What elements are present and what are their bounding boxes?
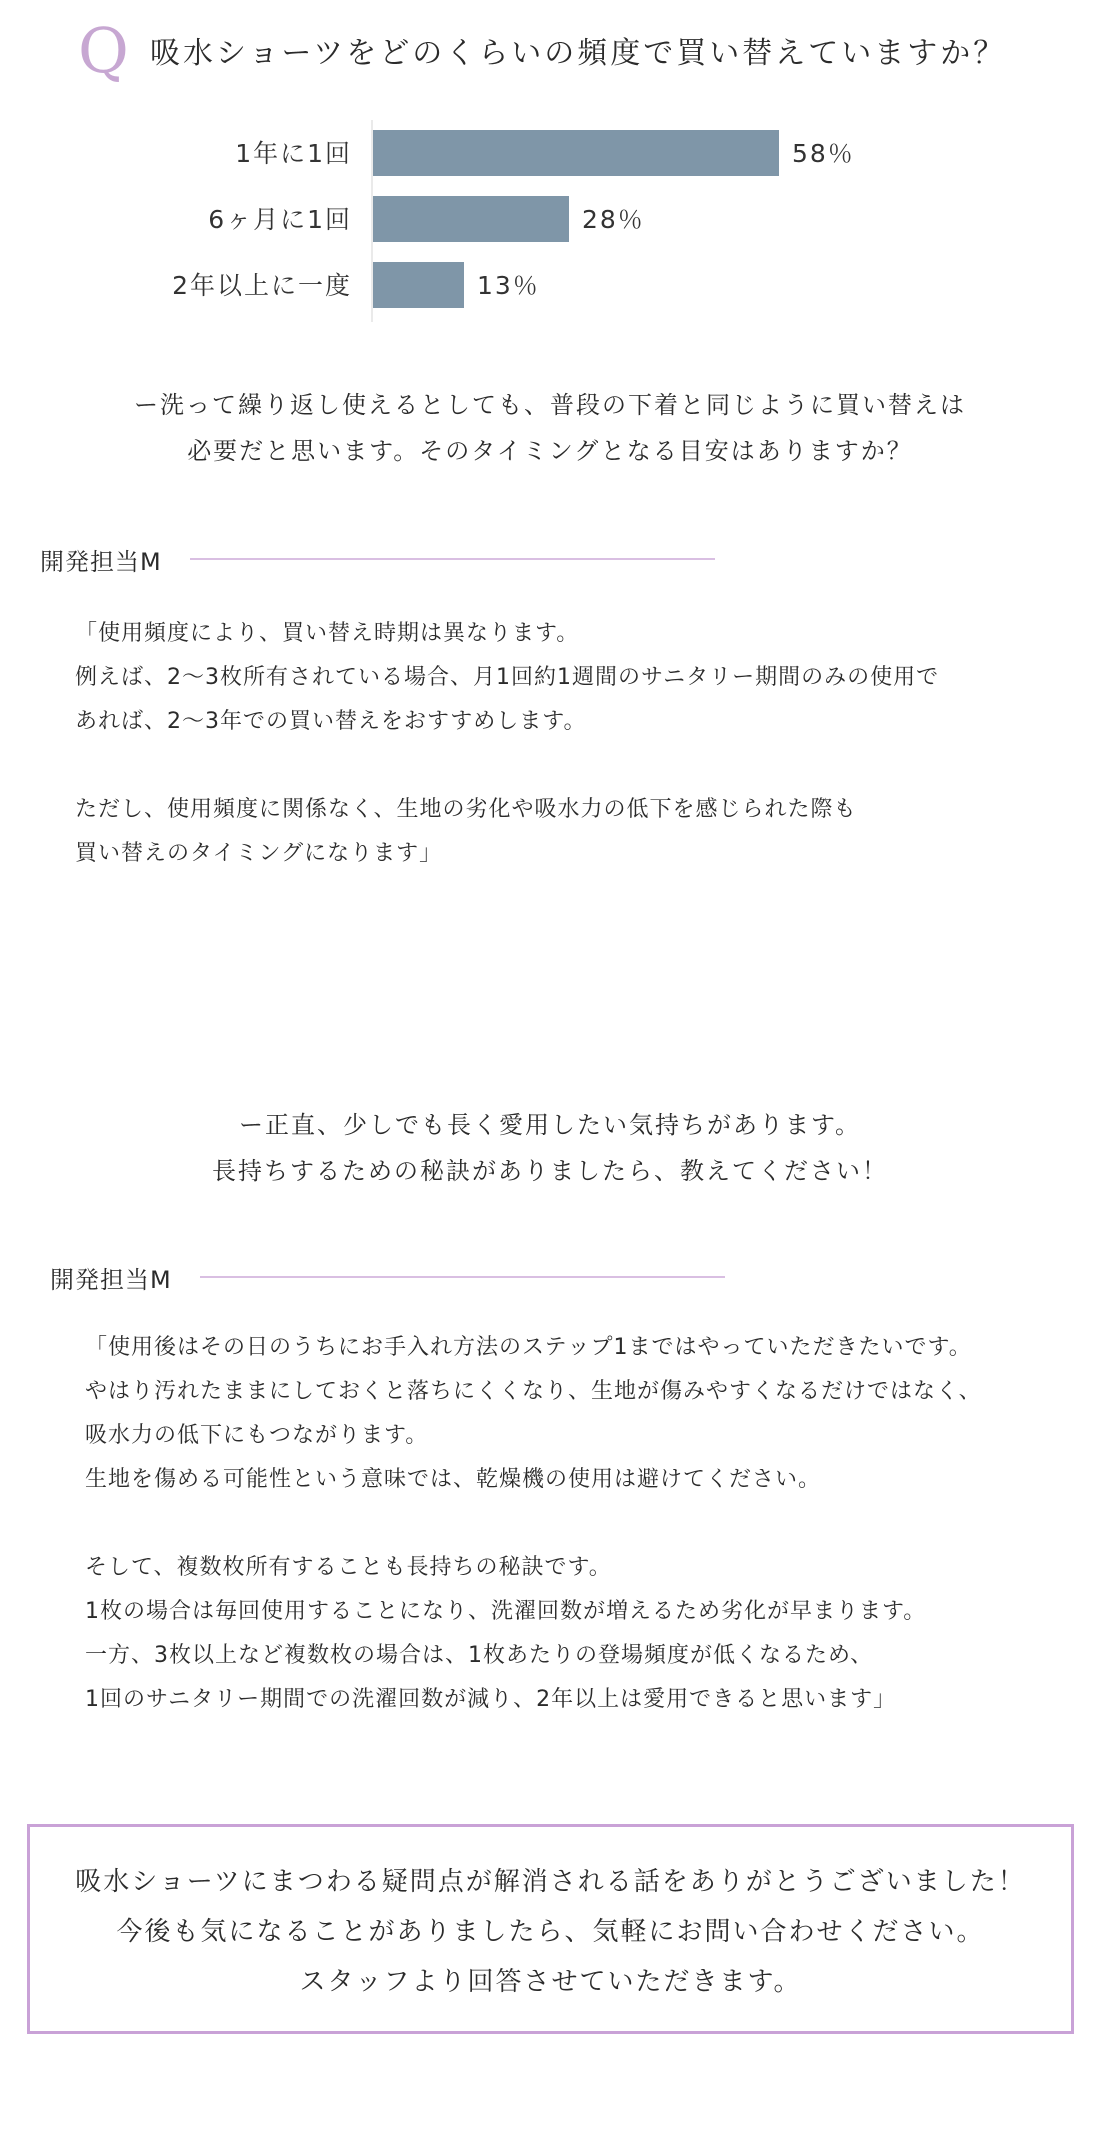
- answer-2-line: 1枚の場合は毎回使用することになり、洗濯回数が増えるため劣化が早まります。: [85, 1599, 927, 1624]
- interview-question-2-line: 長持ちするための秘訣がありましたら、教えてください！: [212, 1157, 888, 1185]
- question-title: 吸水ショーツをどのくらいの頻度で買い替えていますか？: [150, 36, 1007, 71]
- bar-chart: [0, 110, 1100, 330]
- closing-message: [30, 1827, 1071, 2007]
- category-label: 6ヶ月に1回: [208, 205, 352, 234]
- bar: [373, 130, 779, 176]
- closing-line: 今後も気になることがありましたら、気軽にお問い合わせください。: [116, 1917, 985, 1947]
- answer-2-line: そして、複数枚所有することも長持ちの秘訣です。: [85, 1555, 612, 1580]
- answer-1-line: 例えば、2〜3枚所有されている場合、月1回約1週間のサニタリー期間のみの使用で: [75, 665, 940, 690]
- answer-2: [85, 1326, 982, 1722]
- paragraph-gap: [75, 744, 939, 788]
- speaker-label: 開発担当M: [50, 1266, 172, 1294]
- closing-line: 吸水ショーツにまつわる疑問点が解消される話をありがとうございました！: [75, 1867, 1026, 1897]
- answer-2-line: 吸水力の低下にもつながります。: [85, 1423, 429, 1448]
- closing-message-box: [27, 1824, 1074, 2034]
- answer-1: [75, 612, 939, 876]
- answer-2-line: 1回のサニタリー期間での洗濯回数が減り、2年以上は愛用できると思います」: [85, 1687, 897, 1712]
- answer-1-line: あれば、2〜3年での買い替えをおすすめします。: [75, 709, 587, 734]
- paragraph-gap: [85, 1502, 982, 1546]
- bar: [373, 262, 464, 308]
- bar: [373, 196, 569, 242]
- interview-question-2: [0, 1102, 1100, 1194]
- answer-1-line: 「使用頻度により、買い替え時期は異なります。: [75, 621, 580, 646]
- interview-question-1-line: 必要だと思います。そのタイミングとなる目安はありますか？: [187, 437, 913, 465]
- value-label: 13％: [477, 271, 540, 300]
- answer-1-line: ただし、使用頻度に関係なく、生地の劣化や吸水力の低下を感じられた際も: [75, 797, 857, 822]
- value-label: 28％: [582, 205, 645, 234]
- question-mark-icon: Q: [78, 14, 129, 87]
- speaker-divider: [200, 1276, 725, 1278]
- closing-line: スタッフより回答させていただきます。: [299, 1967, 802, 1997]
- category-label: 1年に1回: [235, 139, 352, 168]
- value-label: 58％: [792, 139, 855, 168]
- answer-2-line: やはり汚れたままにしておくと落ちにくくなり、生地が傷みやすくなるだけではなく、: [85, 1379, 982, 1404]
- speaker-divider: [190, 558, 715, 560]
- category-label: 2年以上に一度: [172, 271, 352, 300]
- interview-question-1: [0, 382, 1100, 474]
- interview-question-2-line: ー正直、少しでも長く愛用したい気持ちがあります。: [238, 1111, 862, 1139]
- interview-question-1-line: ー洗って繰り返し使えるとしても、普段の下着と同じように買い替えは: [134, 391, 966, 419]
- answer-2-line: 生地を傷める可能性という意味では、乾燥機の使用は避けてください。: [85, 1467, 822, 1492]
- answer-2-line: 一方、3枚以上など複数枚の場合は、1枚あたりの登場頻度が低くなるため、: [85, 1643, 874, 1668]
- answer-2-line: 「使用後はその日のうちにお手入れ方法のステップ1まではやっていただきたいです。: [85, 1335, 972, 1360]
- answer-1-line: 買い替えのタイミングになります」: [75, 841, 443, 866]
- speaker-label: 開発担当M: [40, 548, 162, 576]
